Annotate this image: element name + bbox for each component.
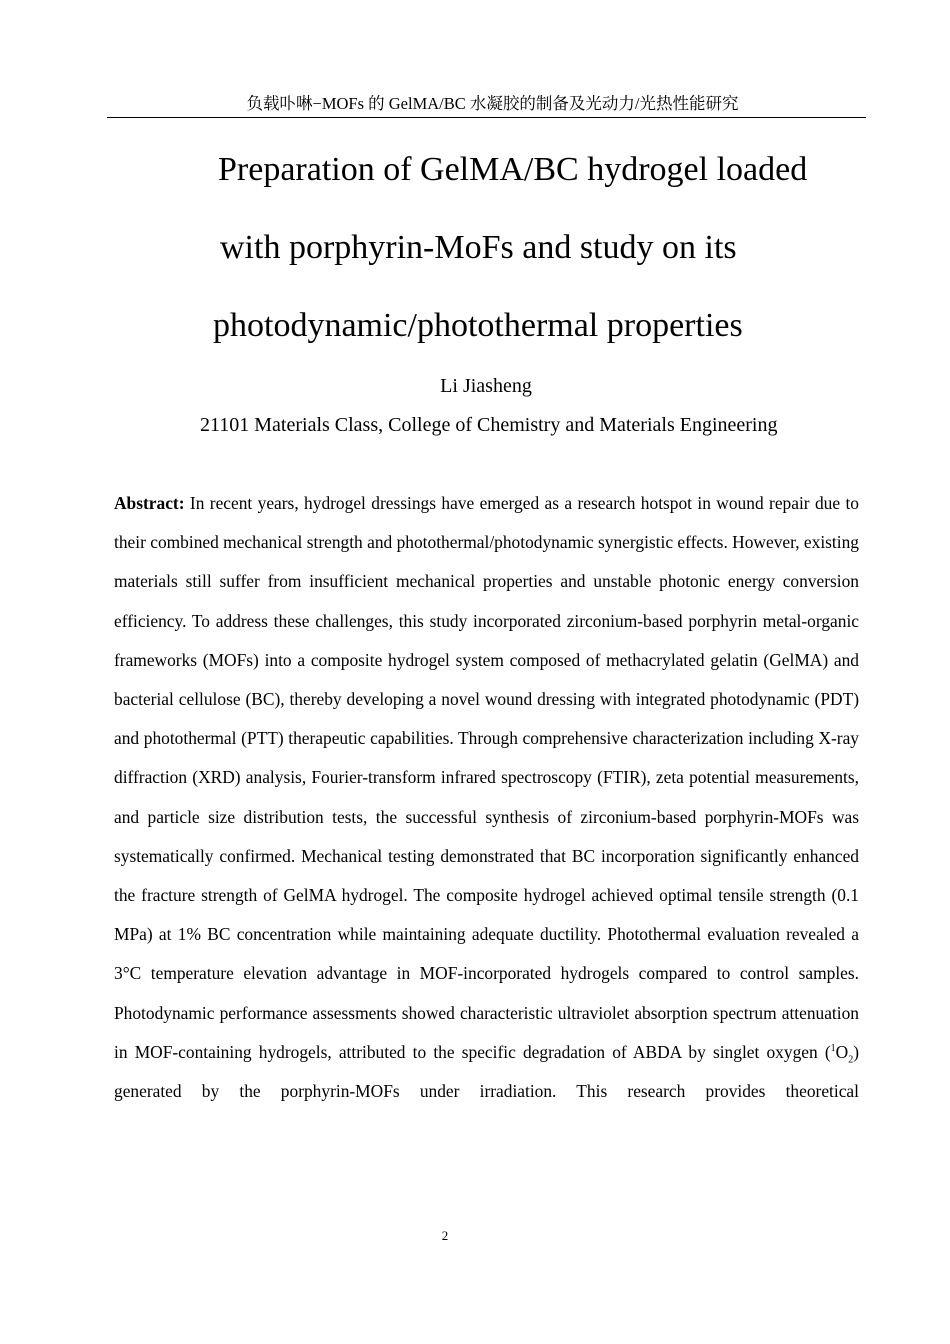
paper-title-line-2: with porphyrin-MoFs and study on its [220,229,737,266]
running-header-text: 负载卟啉−MOFs 的 GelMA/BC 水凝胶的制备及光动力/光热性能研究 [246,94,739,113]
oxygen-symbol: O [835,1041,849,1062]
abstract-label: Abstract: [114,493,185,513]
oxygen-subscript: 2 [848,1054,854,1066]
paper-title-line-3: photodynamic/photothermal properties [213,307,743,344]
abstract-paragraph [114,484,859,1111]
abstract-body-part1: In recent years, hydrogel dressings have emerged as a research hotspot in wound repair due to their combined mechanical strength and photothermal/photodynamic synergistic effects. However, existing materials still suffer from insufficient mechanical properties and unstable photonic energy conversion efficiency. To address these challenges, this study incorporated zirconium-based porphyrin metal-organic frameworks (MOFs) into a composite hydrogel system composed of methacrylated gelatin (GelMA) and bacterial cellulose (BC), thereby developing a novel wound dressing with integrated photodynamic (PDT) and photothermal (PTT) therapeutic capabilities. Through comprehensive characterization including X-ray diffraction (XRD) analysis, Fourier-transform infrared spectroscopy (FTIR), zeta potential measurements, and particle size distribution tests, the successful synthesis of zirconium-based porphyrin-MOFs was systematically confirmed. Mechanical testing demonstrated that BC incorporation significantly enhanced the fracture strength of GelMA hydrogel. The composite hydrogel achieved optimal tensile strength (0.1 MPa) at 1% BC concentration while maintaining adequate ductility. Photothermal evaluation revealed a 3°C temperature elevation advantage in MOF-incorporated hydrogels compared to control samples. Photodynamic performance assessments showed characteristic ultraviolet absorption spectrum attenuation in MOF-containing hydrogels, attributed to the specific degradation of ABDA by singlet oxygen ( [114,493,859,1062]
paper-title-line-1: Preparation of GelMA/BC hydrogel loaded [218,151,808,188]
author-affiliation: 21101 Materials Class, College of Chemistry and Materials Engineering [200,414,778,436]
singlet-superscript: 1 [830,1043,836,1055]
abstract-body-part2: ) generated by the porphyrin-MOFs under irradiation. This research provides theoretical [114,1041,859,1102]
running-header [107,92,866,118]
page-number: 2 [441,1228,449,1243]
author-name: Li Jiasheng [440,375,532,397]
